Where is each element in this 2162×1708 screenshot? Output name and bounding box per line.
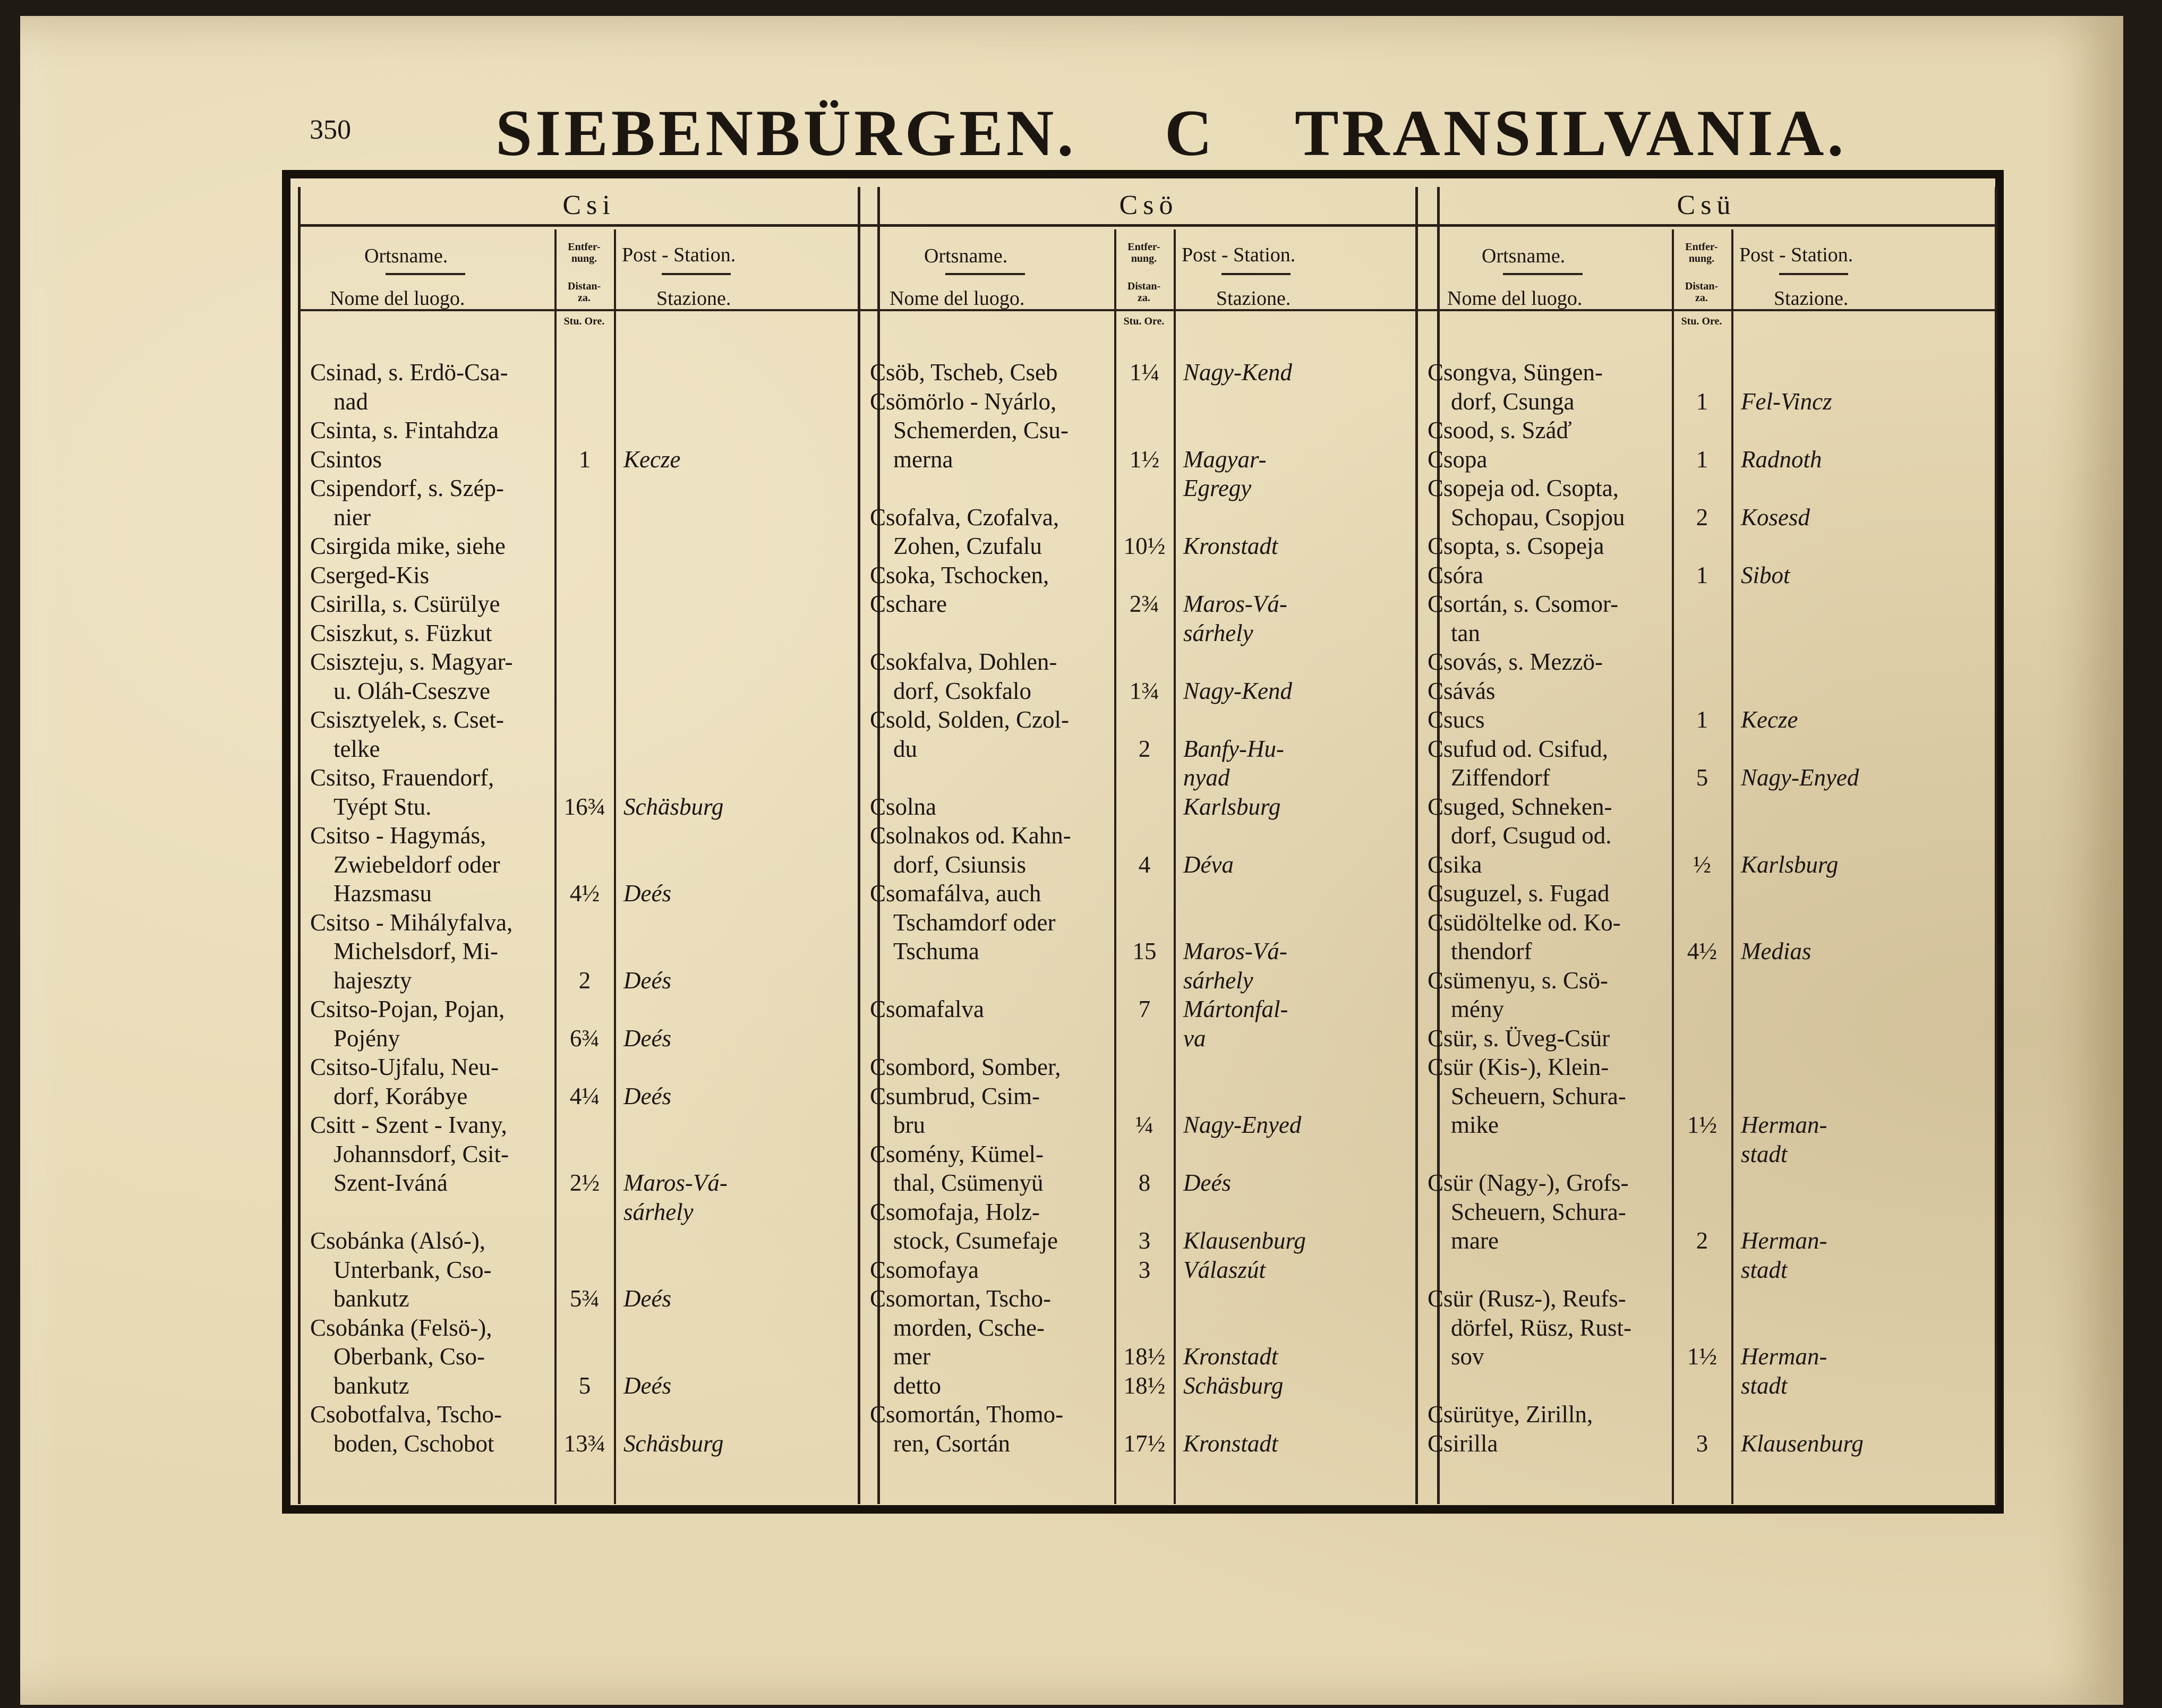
- post-station: Deés: [1183, 1169, 1231, 1196]
- place-name: Csomény, Kümel-: [870, 1140, 1044, 1167]
- post-station: Nagy-Kend: [1183, 677, 1292, 704]
- distance: 5¾: [569, 1285, 600, 1312]
- column-divider: [614, 229, 616, 1504]
- post-station: Nagy-Enyed: [1183, 1112, 1302, 1138]
- header-dash: [1221, 273, 1291, 275]
- header-ortsname: Ortsname.: [1482, 245, 1566, 267]
- place-name: Schemerden, Csu-: [893, 417, 1069, 443]
- place-name: Csipendorf, s. Szép-: [310, 475, 504, 501]
- post-station: Medias: [1741, 938, 1811, 964]
- post-station: stadt: [1741, 1256, 1788, 1283]
- place-name: merna: [893, 446, 953, 473]
- place-name: Csofalva, Czofalva,: [870, 503, 1059, 531]
- post-station: Deés: [623, 880, 671, 907]
- place-name: dorf, Csiunsis: [893, 851, 1027, 878]
- post-station: Kronstadt: [1183, 1430, 1278, 1457]
- place-name: Csitso - Hagymás,: [310, 822, 486, 849]
- distance: 2½: [569, 1169, 600, 1196]
- post-station: Deés: [623, 967, 671, 994]
- table-section: [298, 187, 880, 1504]
- distance: 1: [1696, 561, 1708, 588]
- distance: 4½: [569, 880, 600, 907]
- post-station: Deés: [623, 1082, 671, 1109]
- place-name: Csolna: [870, 793, 937, 820]
- header-entfernung: Entfer-nung.: [1685, 241, 1718, 264]
- place-name: Csür (Nagy-), Grofs-: [1428, 1169, 1629, 1196]
- place-name: Csür, s. Üveg-Csür: [1428, 1024, 1610, 1052]
- place-name: tan: [1451, 619, 1480, 646]
- distance: 3: [1696, 1430, 1708, 1457]
- distance: 6¾: [569, 1024, 600, 1052]
- post-station: Schäsburg: [623, 793, 724, 820]
- post-station: sárhely: [1183, 619, 1253, 646]
- place-name: Schopau, Csopjou: [1451, 503, 1625, 531]
- section-title: Csi: [301, 187, 877, 227]
- place-name: Tschuma: [893, 938, 979, 964]
- place-name: Csokfalva, Dohlen-: [870, 648, 1057, 675]
- post-station: Egregy: [1183, 475, 1252, 501]
- place-name: Csitso, Frauendorf,: [310, 764, 494, 791]
- heading-letter: C: [1165, 97, 1212, 169]
- place-name: mare: [1451, 1227, 1499, 1254]
- post-station: Déva: [1183, 851, 1234, 878]
- place-name: boden, Cschobot: [334, 1430, 494, 1457]
- place-name: Scheuern, Schura-: [1451, 1082, 1626, 1109]
- place-name: morden, Csche-: [893, 1314, 1045, 1341]
- place-name: Csávás: [1428, 677, 1496, 704]
- place-name: thal, Csümenyü: [893, 1169, 1044, 1196]
- distance: 2: [1138, 735, 1151, 762]
- place-name: Csömörlo - Nyárlo,: [870, 388, 1057, 415]
- place-name: Csombord, Somber,: [870, 1054, 1061, 1080]
- post-station: Herman-: [1741, 1227, 1827, 1254]
- distance: 18½: [1123, 1343, 1166, 1370]
- header-dash: [386, 273, 465, 275]
- distance: 2: [578, 967, 591, 994]
- place-name: Csuguzel, s. Fugad: [1428, 880, 1610, 907]
- place-name: Ziffendorf: [1451, 764, 1550, 791]
- place-name: Csopa: [1428, 446, 1488, 473]
- distance: 17½: [1123, 1430, 1166, 1457]
- place-name: Csürütye, Zirilln,: [1428, 1401, 1593, 1428]
- header-post-station: Post - Station.: [622, 244, 736, 266]
- place-name: Csiszteju, s. Magyar-: [310, 648, 513, 675]
- place-name: du: [893, 735, 917, 762]
- place-name: Csür (Kis-), Klein-: [1428, 1054, 1609, 1080]
- post-station: Klausenburg: [1741, 1430, 1864, 1457]
- header-entfernung: Entfer-nung.: [568, 241, 601, 264]
- distance: 1¾: [1129, 677, 1160, 704]
- place-name: Johannsdorf, Csit-: [334, 1140, 509, 1167]
- post-station: nyad: [1183, 764, 1230, 791]
- post-station: Deés: [623, 1024, 671, 1052]
- distance: 5: [578, 1372, 591, 1399]
- place-name: telke: [334, 735, 380, 762]
- place-name: Csovás, s. Mezzö-: [1428, 648, 1603, 675]
- place-name: Unterbank, Cso-: [334, 1256, 492, 1283]
- place-name: Csika: [1428, 851, 1482, 878]
- header-dash: [1779, 273, 1848, 275]
- header-entfernung: Entfer-nung.: [1127, 241, 1160, 264]
- place-name: ren, Csortán: [893, 1430, 1010, 1457]
- header-stazione: Stazione.: [1774, 287, 1849, 310]
- place-name: Csirilla: [1428, 1430, 1498, 1457]
- distance: 1½: [1687, 1112, 1717, 1138]
- post-station: sárhely: [623, 1198, 694, 1225]
- place-name: Csöb, Tscheb, Cseb: [870, 359, 1058, 386]
- distance: ½: [1693, 851, 1711, 878]
- distance: 3: [1138, 1256, 1151, 1283]
- place-name: Csümenyu, s. Csö-: [1428, 967, 1609, 994]
- place-name: dorf, Korábye: [334, 1082, 468, 1109]
- place-name: bankutz: [334, 1372, 409, 1399]
- place-name: Tschamdorf oder: [893, 909, 1056, 936]
- place-name: Csucs: [1428, 706, 1485, 733]
- place-name: Csinta, s. Fintahdza: [310, 417, 499, 443]
- header-dash: [945, 273, 1025, 275]
- place-name: thendorf: [1451, 938, 1532, 964]
- post-station: Nagy-Kend: [1183, 359, 1292, 386]
- column-divider: [1731, 229, 1733, 1504]
- place-name: dorf, Csokfalo: [893, 677, 1031, 704]
- place-name: Csortán, s. Csomor-: [1428, 591, 1619, 617]
- place-name: Scheuern, Schura-: [1451, 1198, 1626, 1225]
- header-post-station: Post - Station.: [1182, 244, 1296, 266]
- header-nome: Nome del luogo.: [1447, 287, 1583, 310]
- header-unit: Stu. Ore.: [1681, 315, 1722, 327]
- place-name: Csomafalva: [870, 996, 984, 1022]
- distance: 8: [1138, 1169, 1151, 1196]
- place-name: Zwiebeldorf oder: [334, 851, 500, 878]
- place-name: Csóra: [1428, 561, 1483, 588]
- place-name: Csüdöltelke od. Ko-: [1428, 909, 1621, 936]
- post-station: Deés: [623, 1285, 671, 1312]
- distance: 10½: [1123, 533, 1166, 559]
- header-unit: Stu. Ore.: [1123, 315, 1165, 327]
- place-name: Csintos: [310, 446, 382, 473]
- post-station: Mártonfal-: [1183, 996, 1288, 1022]
- header-distanza: Distan-za.: [1127, 280, 1161, 304]
- place-name: Csomafálva, auch: [870, 880, 1041, 907]
- place-name: Csitso-Ujfalu, Neu-: [310, 1054, 499, 1080]
- place-name: mike: [1451, 1112, 1499, 1138]
- post-station: Maros-Vá-: [623, 1169, 728, 1196]
- distance: 1: [1696, 388, 1708, 415]
- distance: 1¼: [1129, 359, 1160, 386]
- book-page: [20, 16, 2123, 1705]
- section-title: Csü: [1418, 187, 1995, 227]
- post-station: Fel-Vincz: [1741, 388, 1832, 415]
- section-title: Csö: [860, 187, 1437, 227]
- distance: 2: [1696, 1227, 1708, 1254]
- place-name: bru: [893, 1112, 925, 1138]
- place-name: Csuged, Schneken-: [1428, 793, 1612, 820]
- place-name: Csisztyelek, s. Cset-: [310, 706, 504, 733]
- place-name: bankutz: [334, 1285, 409, 1312]
- post-station: Kronstadt: [1183, 533, 1278, 559]
- post-station: Kecze: [1741, 706, 1798, 733]
- place-name: Csopta, s. Csopeja: [1428, 533, 1604, 559]
- header-nome: Nome del luogo.: [330, 287, 465, 310]
- post-station: Karlsburg: [1741, 851, 1839, 878]
- header-dash: [1503, 273, 1583, 275]
- post-station: Herman-: [1741, 1343, 1827, 1370]
- header-distanza: Distan-za.: [1685, 280, 1719, 304]
- post-station: Schäsburg: [623, 1430, 724, 1457]
- distance: 15: [1132, 938, 1157, 964]
- distance: 16¾: [563, 793, 606, 820]
- post-station: Sibot: [1741, 561, 1790, 588]
- post-station: Nagy-Enyed: [1741, 764, 1859, 791]
- table-section: [858, 187, 1440, 1504]
- header-unit: Stu. Ore.: [563, 315, 605, 327]
- distance: 4: [1138, 851, 1151, 878]
- place-name: stock, Csumefaje: [893, 1227, 1058, 1254]
- place-name: Csobánka (Felsö-),: [310, 1314, 492, 1341]
- place-name: Csufud od. Csifud,: [1428, 735, 1609, 762]
- place-name: Csobotfalva, Tscho-: [310, 1401, 502, 1428]
- post-station: stadt: [1741, 1372, 1788, 1399]
- header-ortsname: Ortsname.: [924, 245, 1008, 267]
- distance: 7: [1138, 996, 1151, 1022]
- distance: 3: [1138, 1227, 1151, 1254]
- post-station: Karlsburg: [1183, 793, 1281, 820]
- place-name: mény: [1451, 996, 1504, 1022]
- place-name: Csür (Rusz-), Reufs-: [1428, 1285, 1626, 1312]
- post-station: Válaszút: [1183, 1256, 1266, 1283]
- place-name: Csomofaja, Holz-: [870, 1198, 1040, 1225]
- distance: 18½: [1123, 1372, 1166, 1399]
- place-name: nier: [334, 503, 371, 531]
- post-station: stadt: [1741, 1140, 1788, 1167]
- place-name: Csomofaya: [870, 1256, 979, 1283]
- heading-italian: TRANSILVANIA.: [1295, 97, 1847, 169]
- distance: 1½: [1687, 1343, 1717, 1370]
- place-name: nad: [334, 388, 368, 415]
- header-stazione: Stazione.: [656, 287, 731, 310]
- table-section: [1415, 187, 1997, 1504]
- header-post-station: Post - Station.: [1739, 244, 1853, 266]
- post-station: Maros-Vá-: [1183, 591, 1287, 617]
- place-name: Tyépt Stu.: [334, 793, 432, 820]
- place-name: Cschare: [870, 591, 947, 617]
- place-name: Csumbrud, Csim-: [870, 1082, 1040, 1109]
- post-station: Kecze: [623, 446, 681, 473]
- place-name: Csongva, Süngen-: [1428, 359, 1603, 386]
- distance: 13¾: [563, 1430, 606, 1457]
- post-station: Banfy-Hu-: [1183, 735, 1284, 762]
- place-name: u. Oláh-Cseszve: [334, 677, 490, 704]
- place-name: Csitso - Mihályfalva,: [310, 909, 513, 936]
- place-name: Csitso-Pojan, Pojan,: [310, 996, 505, 1022]
- distance: 1: [1696, 446, 1708, 473]
- place-name: detto: [893, 1372, 941, 1399]
- place-name: Csobánka (Alsó-),: [310, 1227, 485, 1254]
- place-name: Oberbank, Cso-: [334, 1343, 485, 1370]
- distance: ¼: [1135, 1112, 1153, 1138]
- place-name: Csitt - Szent - Ivany,: [310, 1112, 507, 1138]
- post-station: Schäsburg: [1183, 1372, 1284, 1399]
- post-station: Herman-: [1741, 1112, 1827, 1138]
- place-name: Hazsmasu: [334, 880, 432, 907]
- place-name: Csirgida mike, siehe: [310, 533, 506, 559]
- post-station: Deés: [623, 1372, 671, 1399]
- post-station: sárhely: [1183, 967, 1253, 994]
- column-divider: [1174, 229, 1176, 1504]
- post-station: Magyar-: [1183, 446, 1267, 473]
- place-name: Csomortán, Thomo-: [870, 1401, 1064, 1428]
- distance: 1: [1696, 706, 1708, 733]
- distance: 2: [1696, 503, 1708, 531]
- place-name: Zohen, Czufalu: [893, 533, 1042, 559]
- place-name: Csinad, s. Erdö-Csa-: [310, 359, 508, 386]
- place-name: Csirilla, s. Csürülye: [310, 591, 500, 617]
- header-distanza: Distan-za.: [567, 280, 601, 304]
- header-nome: Nome del luogo.: [890, 287, 1025, 310]
- post-station: Kronstadt: [1183, 1343, 1278, 1370]
- place-name: Csiszkut, s. Füzkut: [310, 619, 492, 646]
- post-station: Klausenburg: [1183, 1227, 1306, 1254]
- distance: 4½: [1687, 938, 1717, 964]
- page-number: 350: [310, 115, 351, 145]
- place-name: mer: [893, 1343, 930, 1370]
- post-station: Maros-Vá-: [1183, 938, 1287, 964]
- place-name: Csold, Solden, Czol-: [870, 706, 1070, 733]
- place-name: sov: [1451, 1343, 1484, 1370]
- place-name: dorf, Csugud od.: [1451, 822, 1612, 849]
- place-name: dörfel, Rüsz, Rust-: [1451, 1314, 1631, 1341]
- place-name: Szent-Iváná: [334, 1169, 448, 1196]
- place-name: Csomortan, Tscho-: [870, 1285, 1051, 1312]
- place-name: Csolnakos od. Kahn-: [870, 822, 1071, 849]
- place-name: dorf, Csunga: [1451, 388, 1575, 415]
- place-name: Cserged-Kis: [310, 561, 430, 588]
- header-ortsname: Ortsname.: [364, 245, 448, 267]
- place-name: Michelsdorf, Mi-: [334, 938, 498, 964]
- place-name: Csopeja od. Csopta,: [1428, 475, 1619, 501]
- place-name: Pojény: [334, 1024, 400, 1052]
- distance: 1: [578, 446, 591, 473]
- distance: 1½: [1129, 446, 1160, 473]
- distance: 2¾: [1129, 591, 1160, 617]
- header-dash: [662, 273, 731, 275]
- distance: 5: [1696, 764, 1708, 791]
- heading-german: SIEBENBÜRGEN.: [495, 97, 1077, 169]
- place-name: hajeszty: [334, 967, 412, 994]
- header-stazione: Stazione.: [1216, 287, 1291, 310]
- place-name: Csood, s. Száď: [1428, 417, 1572, 443]
- gazetteer-table: [282, 170, 2004, 1514]
- post-station: va: [1183, 1024, 1206, 1052]
- post-station: Kosesd: [1741, 503, 1810, 531]
- distance: 4¼: [569, 1082, 600, 1109]
- place-name: Csoka, Tschocken,: [870, 561, 1049, 588]
- post-station: Radnoth: [1741, 446, 1822, 473]
